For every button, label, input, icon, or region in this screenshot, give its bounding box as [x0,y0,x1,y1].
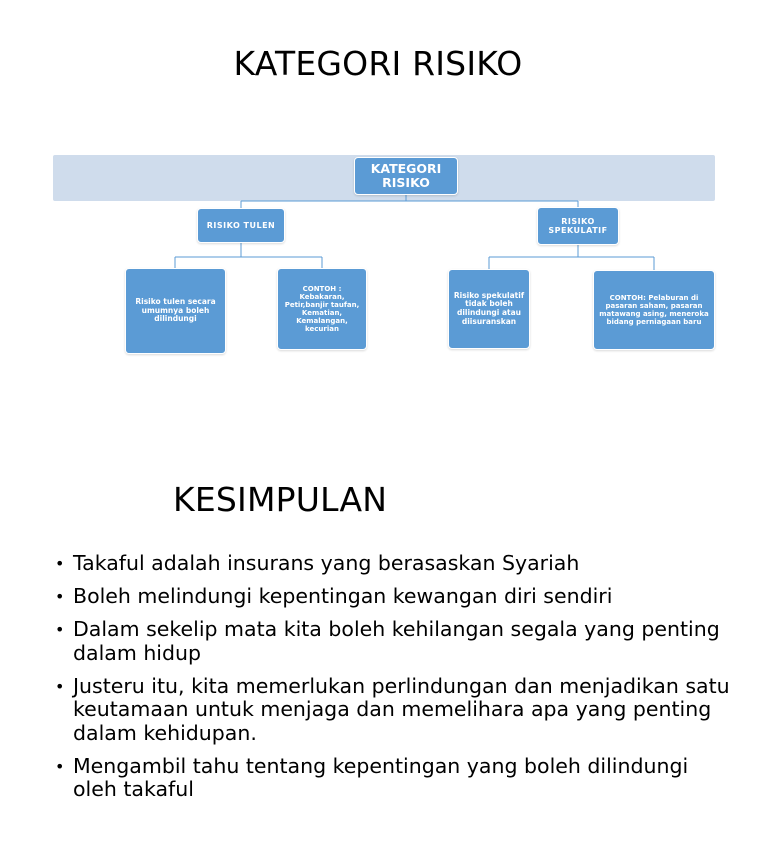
node-risiko-spekulatif-example: CONTOH: Pelaburan di pasaran saham, pasaran matawang asing, meneroka bidang perniagaan baru [593,270,715,350]
node-risiko-spekulatif: RISIKO SPEKULATIF [537,207,619,245]
slide-title-kategori-risiko: KATEGORI RISIKO [233,44,523,83]
bullet-item: • Takaful adalah insurans yang berasaskan Syariah [55,552,735,576]
node-risiko-tulen-example: CONTOH : Kebakaran, Petir,banjir taufan, Kematian, Kemalangan, kecurian [277,268,367,350]
bullet-item: • Boleh melindungi kepentingan kewangan diri sendiri [55,585,735,609]
kesimpulan-bullet-list [55,552,735,811]
node-risiko-spekulatif-description: Risiko spekulatif tidak boleh dilindungi atau diisuranskan [448,269,530,349]
bullet-item: • Mengambil tahu tentang kepentingan yang boleh dilindungi oleh takaful [55,755,735,802]
node-risiko-tulen: RISIKO TULEN [197,208,285,243]
node-risiko-tulen-description: Risiko tulen secara umumnya boleh dilindungi [125,268,226,354]
bullet-item: • Dalam sekelip mata kita boleh kehilangan segala yang penting dalam hidup [55,618,735,665]
slide-title-kesimpulan: KESIMPULAN [173,480,388,519]
node-kategori-risiko: KATEGORI RISIKO [354,157,458,195]
bullet-item: • Justeru itu, kita memerlukan perlindungan dan menjadikan satu keutamaan untuk menjaga dan memelihara apa yang penting dalam kehidupan. [55,675,735,746]
